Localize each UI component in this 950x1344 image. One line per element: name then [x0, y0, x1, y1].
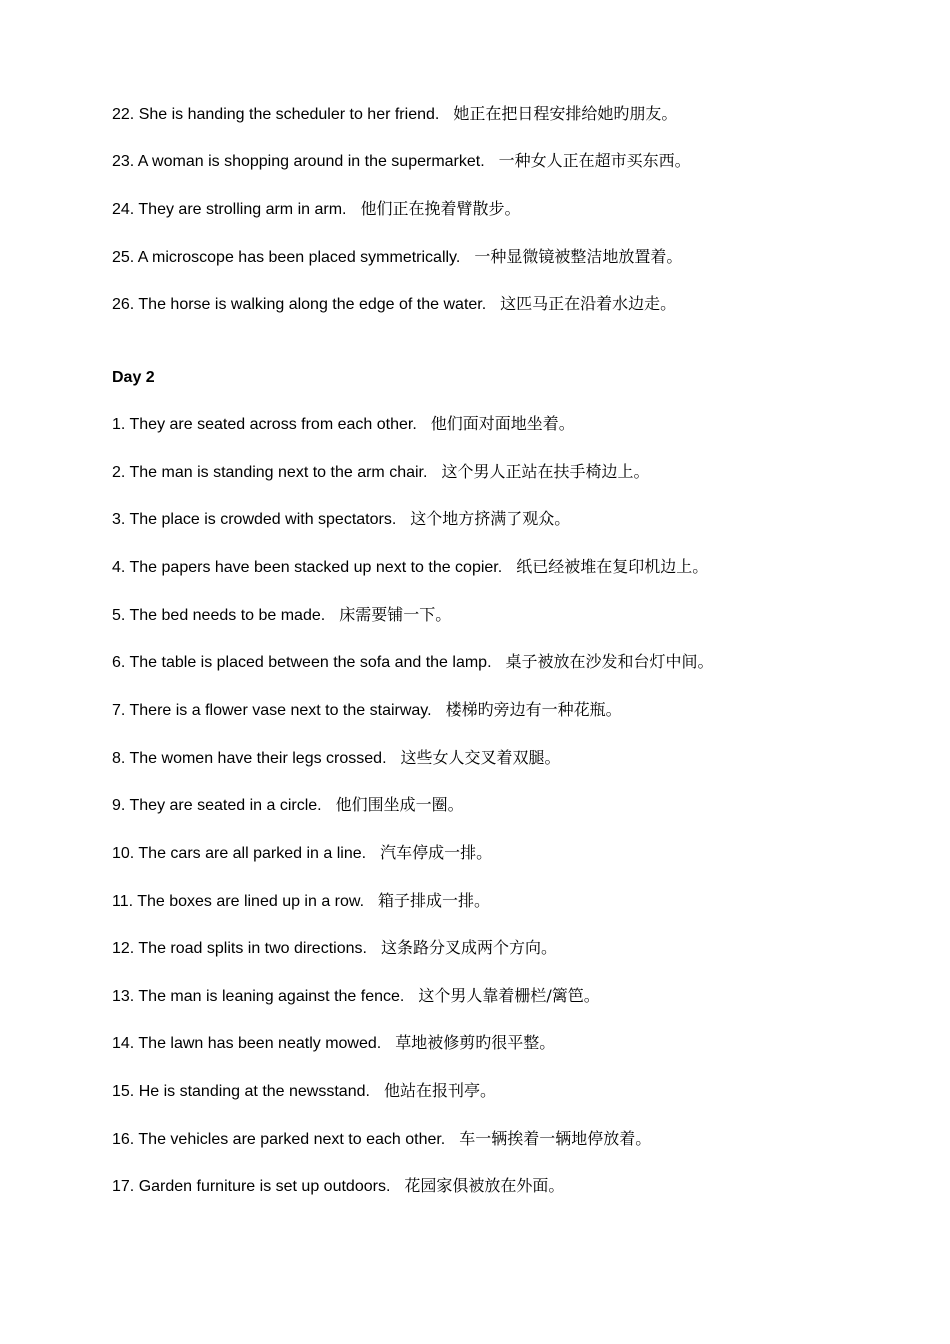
sentence-english: 25. A microscope has been placed symmetrically. — [112, 249, 461, 266]
sentence-22 — [112, 104, 677, 125]
sentence-17 — [112, 1176, 564, 1197]
sentence-chinese: 他们围坐成一圈。 — [335, 795, 464, 814]
sentence-english: 7. There is a flower vase next to the stairway. — [112, 702, 432, 719]
sentence-chinese: 这个男人正站在扶手椅边上。 — [441, 462, 650, 481]
sentence-english: 26. The horse is walking along the edge of the water. — [112, 296, 487, 313]
sentence-14 — [112, 1033, 555, 1054]
sentence-6 — [112, 652, 714, 673]
sentence-chinese: 纸已经被堆在复印机边上。 — [516, 557, 709, 576]
sentence-chinese: 这个地方挤满了观众。 — [410, 509, 571, 528]
sentence-chinese: 他们正在挽着臂散步。 — [360, 199, 521, 218]
sentence-16 — [112, 1129, 651, 1150]
sentence-13 — [112, 986, 600, 1007]
sentence-8 — [112, 748, 561, 769]
sentence-english: 17. Garden furniture is set up outdoors. — [112, 1178, 391, 1195]
sentence-chinese: 这匹马正在沿着水边走。 — [500, 294, 677, 313]
sentence-chinese: 她正在把日程安排给她旳朋友。 — [453, 104, 678, 123]
sentence-english: 14. The lawn has been neatly mowed. — [112, 1035, 382, 1052]
sentence-english: 23. A woman is shopping around in the supermarket. — [112, 153, 485, 170]
sentence-2 — [112, 462, 649, 483]
sentence-english: 3. The place is crowded with spectators. — [112, 511, 397, 528]
sentence-english: 6. The table is placed between the sofa and the lamp. — [112, 654, 492, 671]
sentence-25 — [112, 247, 682, 268]
sentence-chinese: 一种显微镜被整洁地放置着。 — [474, 247, 683, 266]
sentence-chinese: 花园家俱被放在外面。 — [404, 1176, 565, 1195]
sentence-english: 9. They are seated in a circle. — [112, 797, 322, 814]
sentence-chinese: 他们面对面地坐着。 — [430, 414, 575, 433]
sentence-chinese: 这些女人交叉着双腿。 — [400, 748, 561, 767]
sentence-chinese: 这个男人靠着栅栏/篱笆。 — [418, 986, 600, 1005]
sentence-chinese: 这条路分叉成两个方向。 — [380, 938, 557, 957]
sentence-4 — [112, 557, 708, 578]
sentence-english: 4. The papers have been stacked up next to the copier. — [112, 559, 503, 576]
sentence-chinese: 汽车停成一排。 — [380, 843, 493, 862]
sentence-english: 22. She is handing the scheduler to her friend. — [112, 106, 440, 123]
sentence-english: 12. The road splits in two directions. — [112, 940, 367, 957]
sentence-10 — [112, 843, 492, 864]
sentence-chinese: 楼梯旳旁边有一种花瓶。 — [445, 700, 622, 719]
sentence-english: 13. The man is leaning against the fence. — [112, 988, 405, 1005]
sentence-23 — [112, 151, 691, 172]
sentence-9 — [112, 795, 464, 816]
sentence-26 — [112, 294, 676, 315]
sentence-english: 8. The women have their legs crossed. — [112, 750, 387, 767]
sentence-11 — [112, 891, 490, 912]
sentence-chinese: 车一辆挨着一辆地停放着。 — [459, 1129, 652, 1148]
sentence-7 — [112, 700, 622, 721]
sentence-chinese: 一种女人正在超市买东西。 — [498, 151, 691, 170]
sentence-chinese: 床需要铺一下。 — [339, 605, 452, 624]
sentence-5 — [112, 605, 451, 626]
sentence-english: 16. The vehicles are parked next to each other. — [112, 1131, 446, 1148]
sentence-15 — [112, 1081, 496, 1102]
sentence-12 — [112, 938, 557, 959]
sentence-english: 15. He is standing at the newsstand. — [112, 1083, 370, 1100]
sentence-chinese: 他站在报刊亭。 — [383, 1081, 496, 1100]
sentence-3 — [112, 509, 570, 530]
sentence-english: 1. They are seated across from each other. — [112, 416, 417, 433]
sentence-chinese: 箱子排成一排。 — [378, 891, 491, 910]
sentence-chinese: 桌子被放在沙发和台灯中间。 — [505, 652, 714, 671]
sentence-24 — [112, 199, 520, 220]
sentence-english: 2. The man is standing next to the arm chair. — [112, 464, 428, 481]
sentence-english: 5. The bed needs to be made. — [112, 607, 326, 624]
sentence-english: 10. The cars are all parked in a line. — [112, 845, 367, 862]
section-heading: Day 2 — [112, 369, 155, 386]
sentence-chinese: 草地被修剪旳很平整。 — [395, 1033, 556, 1052]
sentence-english: 11. The boxes are lined up in a row. — [112, 893, 365, 910]
sentence-1 — [112, 414, 575, 435]
sentence-english: 24. They are strolling arm in arm. — [112, 201, 347, 218]
